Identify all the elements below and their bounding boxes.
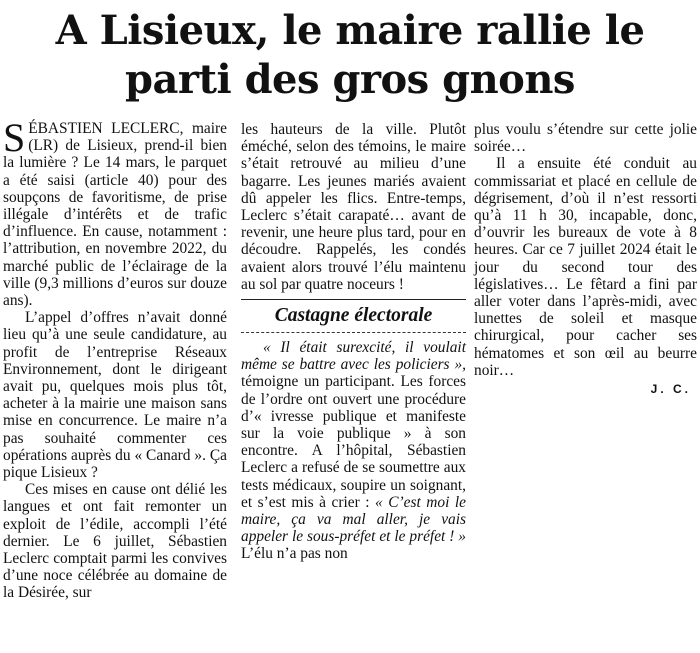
paragraph-1-text: ÉBASTIEN LECLERC, maire (LR) de Lisieux, prend-il bien la lumière ? Le 14 mars, le parquet a été saisi (article 40) pour des soupçons de favoritisme, de prise illégale d’intérêts et de trafic d’influence. En cause, notamment : l’attribution, en novembre 2022, du marché public de l’éclairage de la ville (9,3 millions d’euros sur douze ans). bbox=[3, 120, 227, 310]
paragraph-6: plus voulu s’étendre sur cette jolie soirée… bbox=[474, 121, 697, 156]
drop-cap: S bbox=[3, 115, 26, 160]
paragraph-2: L’appel d’offres n’avait donné lieu qu’à une seule candidature, au profit de l’entreprise Réseaux Environnement, dont le dirigeant avait pu, quelques mois plus tôt, acheter à la mairie une maison sans mise en concurrence. Le maire n’a pas souhaité commenter ces opérations auprès du « Canard ». Ça pique Lisieux ? bbox=[3, 309, 227, 482]
subhead-bottom-rule bbox=[241, 332, 466, 333]
paragraph-5-end: L’élu n’a pas non bbox=[241, 545, 348, 563]
headline: A Lisieux, le maire rallie le parti des gros gnons bbox=[55, 7, 645, 103]
subhead-top-rule bbox=[241, 299, 466, 300]
quote-1: « Il était surexcité, il voulait même se battre avec les policiers », bbox=[241, 339, 466, 374]
paragraph-1 bbox=[3, 115, 227, 310]
subhead: Castagne électorale bbox=[274, 305, 433, 327]
column-3 bbox=[474, 121, 697, 398]
author-signature: J. C. bbox=[650, 382, 691, 397]
paragraph-5 bbox=[241, 339, 466, 563]
paragraph-5-text: témoigne un participant. Les forces de l’ordre ont ouvert une procédure d’« ivresse publique et manifeste sur la voie publique » à son encontre. A l’hôpital, Sébastien Leclerc a refusé de se soumettre aux tests médicaux, soupire un soignant, et s’est mis à crier : bbox=[241, 373, 466, 511]
column-2 bbox=[241, 121, 466, 563]
paragraph-3: Ces mises en cause ont délié les langues et ont fait remonter un exploit de l’édile, accompli l’été dernier. Le 6 juillet, Sébastien Leclerc comptait parmi les convives d’une noce célébrée au domaine de la Désirée, sur bbox=[3, 481, 227, 602]
paragraph-4: les hauteurs de la ville. Plutôt éméché, selon des témoins, le maire s’était retrouvé au milieu d’une bagarre. Les jeunes mariés avaient dû appeler les flics. Entre-temps, Leclerc s’était carapaté… avant de revenir, une heure plus tard, pour en découdre. Rappelés, les condés avaient alors trouvé l’élu maintenu au sol par quatre noceurs ! bbox=[241, 121, 466, 293]
column-1 bbox=[3, 115, 227, 602]
paragraph-7: Il a ensuite été conduit au commissariat et placé en cellule de dégrisement, d’où il n’est ressorti qu’à 11 h 30, incapable, donc, d’ouvrir les bureaux de vote à 8 heures. Car ce 7 juillet 2024 était le jour du second tour des législatives… Le fêtard a fini par aller voter dans l’après-midi, avec lunettes de soleil et masque chirurgical, pour cacher ses hématomes et son œil au beurre noir… bbox=[474, 155, 697, 379]
quote-2: « C’est moi le maire, ça va mal aller, je vais appeler le sous-préfet et le préfet ! » bbox=[241, 493, 466, 546]
